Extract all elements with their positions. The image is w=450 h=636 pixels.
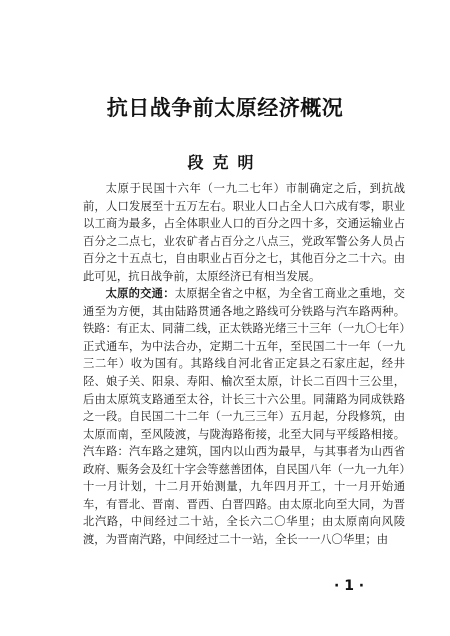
paragraph-text: 太原于民国十六年（一九二七年）市制确定之后，到抗战前，人口发展至十五万左右。职业人口占全人口六成有零，职业以工商为最多，占全体职业人口的百分之四十多，交通运输业占百分之二点七，业农矿者占百分之八点三，党政军警公务人员占百分之十五点七，自由职业占百分之七，其他百分之二十六。由此可见，抗日战争前，太原经济已有相当发展。 <box>83 182 405 283</box>
paragraph-text: 太原据全省之中枢，为全省工商业之重地，交通至为方便，其由陆路贯通各地之路线可分铁路与汽车路两种。铁路：有正太、同蒲二线，正太铁路光绪三十三年（一九〇七年）正式通车，为中法合办，定期二十五年，至民国二十一年（一九三二年）收为国有。其路线自河北省正定县之石家庄起，经井陉、娘子关、阳泉、寿阳、榆次至太原，计长二百四十三公里，后由太原筑支路通至太谷，计长三十六公里。同蒲路为同成铁路之一段。自民国二十二年（一九三三年）五月起，分段修筑，由太原而南，至风陵渡，与陇海路衔接，北至大同与平绥路相接。汽车路：汽车路之建筑，国内以山西为最早，与其事者为山西省政府、赈务会及红十字会等慈善团体，自民国八年（一九一九年）十一月计划，十二月开始测量，九年四月开工，十一月开始通车，有晋北、晋南、晋西、白晋四路。由太原北向至大同，为晋北汽路，中间经过二十站，全长六二〇华里；由太原南向风陵渡，为晋南汽路，中间经过二十一站，全长一一八〇华里；由 <box>83 287 405 546</box>
author-name: 段克明 <box>187 153 263 172</box>
page-number: · 1 · <box>334 578 365 594</box>
paragraph-intro <box>83 180 405 285</box>
page-title: 抗日战争前太原经济概况 <box>106 96 344 120</box>
body-text <box>83 180 405 548</box>
paragraph-heading: 太原的交通： <box>105 287 175 301</box>
paragraph-transport <box>83 285 405 548</box>
